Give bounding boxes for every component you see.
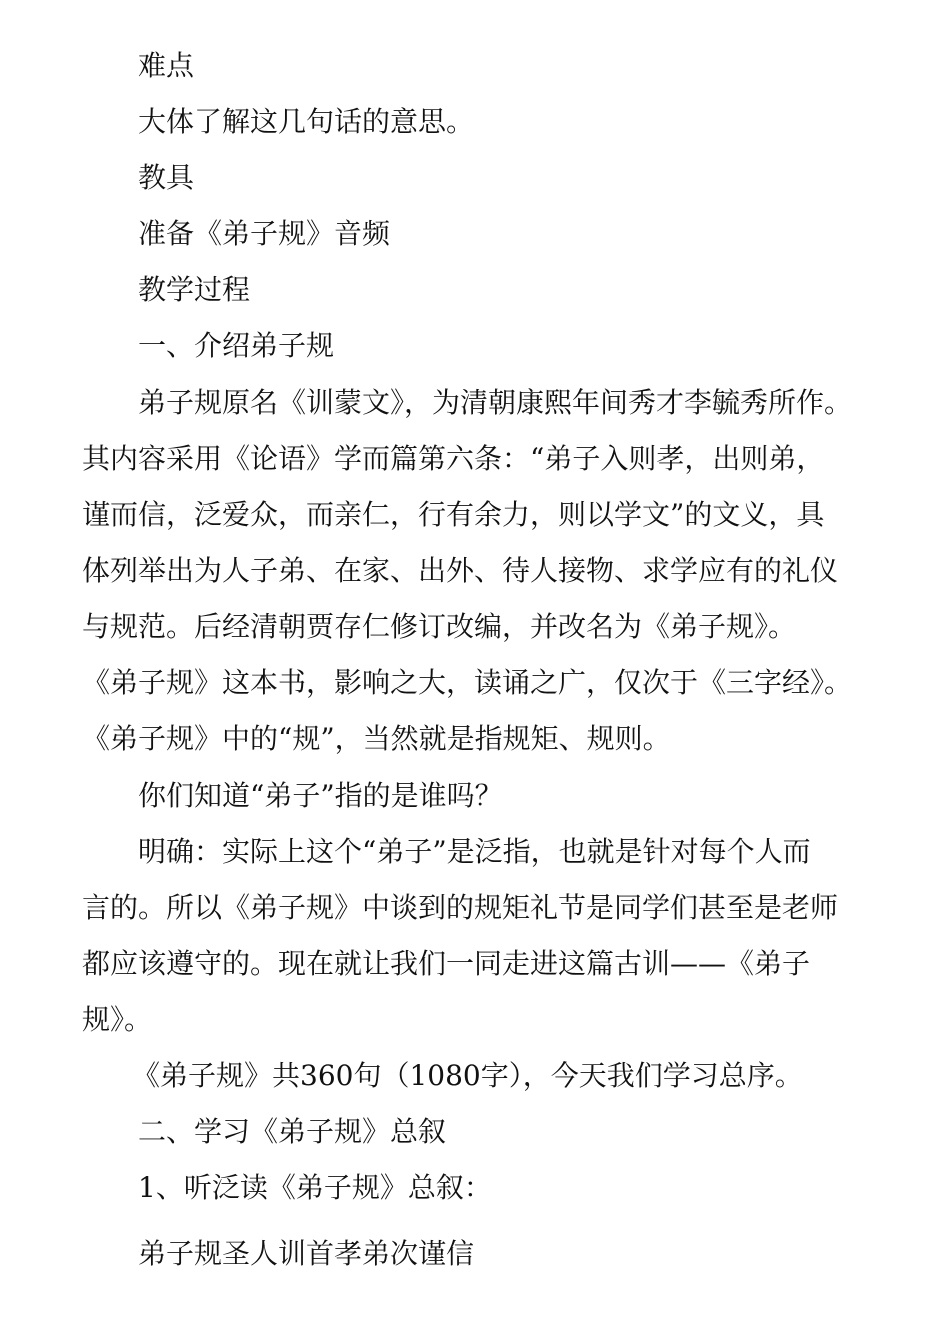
paragraph-line: 《弟子规》共360句（1080字），今天我们学习总序。	[132, 1059, 803, 1092]
paragraph-difficulty: 大体了解这几句话的意思。	[138, 105, 475, 138]
section-heading-introduction: 一、介绍弟子规	[138, 329, 335, 362]
paragraph-line: 《弟子规》这本书，影响之大，读诵之广，仅次于《三字经》。	[82, 666, 853, 699]
paragraph-line: 明确：实际上这个“弟子”是泛指，也就是针对每个人而	[138, 835, 811, 868]
verse-line: 弟子规圣人训首孝弟次谨信	[138, 1237, 475, 1270]
heading-difficulty: 难点	[138, 49, 195, 82]
paragraph-line: 谨而信，泛爱众，而亲仁，行有余力，则以学文”的文义，具	[82, 498, 825, 531]
heading-teaching-aids: 教具	[138, 161, 195, 194]
heading-teaching-process: 教学过程	[138, 273, 251, 306]
paragraph-line: 弟子规原名《训蒙文》，为清朝康熙年间秀才李毓秀所作。	[138, 386, 853, 419]
list-item: 1、听泛读《弟子规》总叙：	[138, 1171, 492, 1204]
paragraph-teaching-aids: 准备《弟子规》音频	[138, 217, 391, 250]
paragraph-line: 其内容采用《论语》学而篇第六条：“弟子入则孝，出则弟，	[82, 442, 825, 475]
question-line: 你们知道“弟子”指的是谁吗？	[138, 779, 503, 812]
paragraph-line: 言的。所以《弟子规》中谈到的规矩礼节是同学们甚至是老师	[82, 891, 839, 924]
paragraph-line: 都应该遵守的。现在就让我们一同走进这篇古训——《弟子	[82, 947, 811, 980]
paragraph-line: 《弟子规》中的“规”，当然就是指规矩、规则。	[82, 722, 671, 755]
section-heading-overview: 二、学习《弟子规》总叙	[138, 1115, 447, 1148]
paragraph-line: 规》。	[82, 1003, 153, 1036]
paragraph-line: 体列举出为人子弟、在家、出外、待人接物、求学应有的礼仪	[82, 554, 839, 587]
paragraph-line: 与规范。后经清朝贾存仁修订改编，并改名为《弟子规》。	[82, 610, 797, 643]
